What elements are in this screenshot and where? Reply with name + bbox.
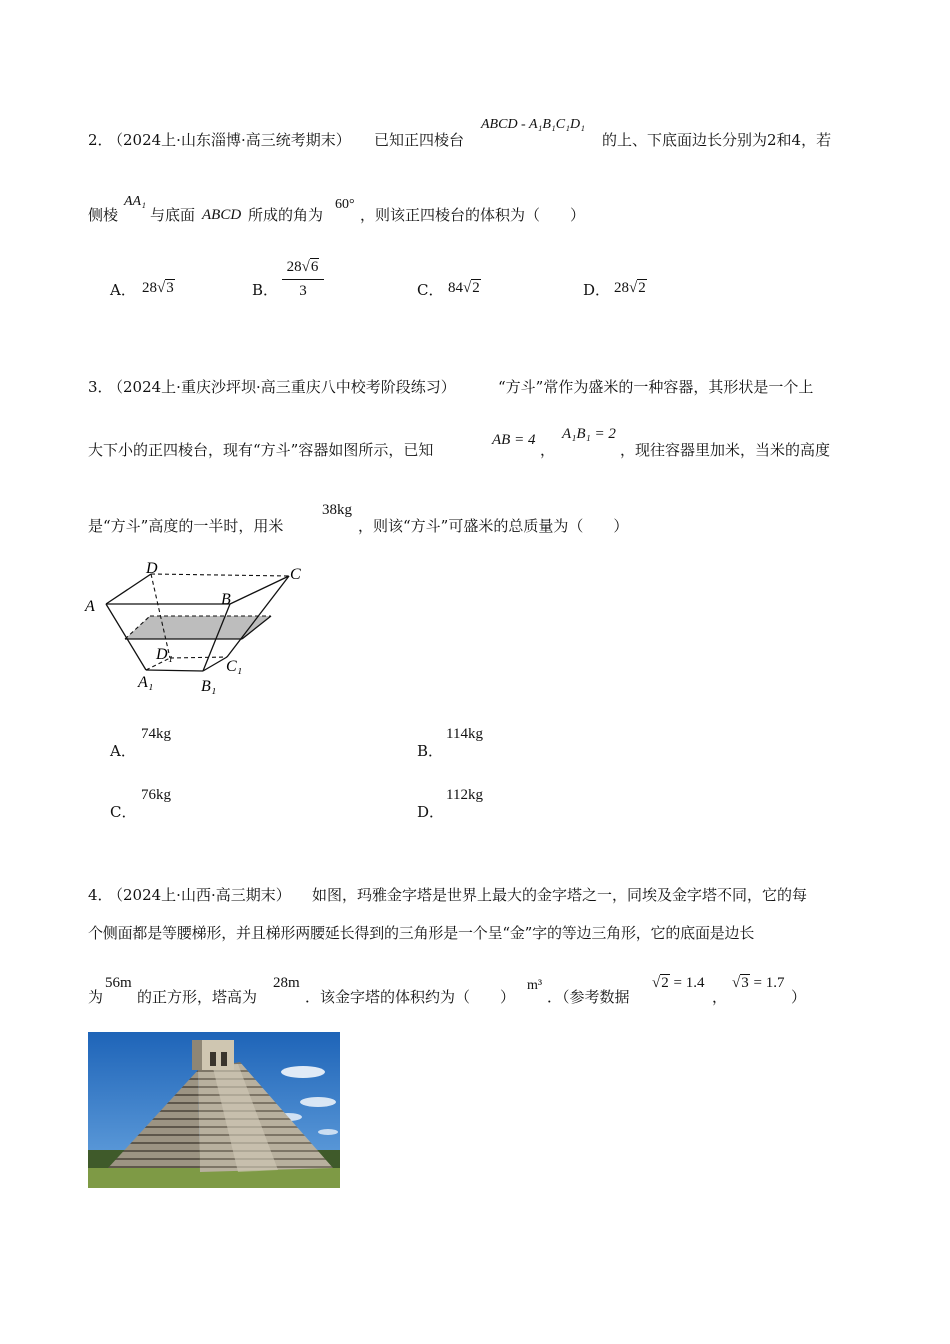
option-value: 114kg [446,726,483,742]
label-a: A [85,598,95,615]
label-b1: B₁ [201,678,217,695]
q3-comma: ， [540,441,556,459]
q3-mass: 38kg [322,502,352,518]
label-c: C [290,566,301,583]
label-b: B [221,591,231,608]
option-value: 28√3 [142,280,174,296]
q4-text1: 如图，玛雅金字塔是世界上最大的金字塔之一，同埃及金字塔不同，它的每 [312,886,808,904]
frustum-figure [80,555,320,700]
q2-text5: 所成的角为 [248,206,324,224]
q4-text3d: ．（参考数据 [547,988,630,1006]
q4-ref2: √3 = 1.7 [732,975,785,991]
q3-number: 3． [88,378,113,396]
q4-text2: 个侧面都是等腰梯形，并且梯形两腰延长得到的三角形是一个呈“金”字的等边三角形，它的底面是边长 [88,924,755,942]
q4-height: 28m [273,975,300,991]
q4-close: ） [791,988,807,1006]
q4-source: （2024上·山西·高三期末） [108,886,291,904]
q4-unit: m³ [527,978,543,993]
option-label: D． [583,281,611,299]
q4-number: 4． [88,886,113,904]
label-d: D [146,560,158,577]
q2-number: 2． [88,131,113,149]
q3-source: （2024上·重庆沙坪坝·高三重庆八中校考阶段练习） [108,378,456,396]
q2-text3: 侧棱 [88,206,119,224]
q3-text5: ，则该“方斗”可盛米的总质量为（ ） [358,517,629,535]
option-value: 84√2 [448,280,480,296]
label-c1: C₁ [226,658,243,675]
q2-edge: AA₁ [124,194,146,209]
option-value-fraction: 28√6 3 [282,259,324,300]
q3-text2: 大下小的正四棱台，现有“方斗”容器如图所示，已知 [88,441,434,459]
q2-source: （2024上·山东淄博·高三统考期末） [108,131,351,149]
label-a1: A₁ [138,674,154,691]
option-label: C． [110,803,137,821]
option-value: 76kg [141,787,171,803]
label-d1: D₁ [156,646,174,663]
q3-text4: 是“方斗”高度的一半时，用米 [88,517,284,535]
option-value: 112kg [446,787,483,803]
q3-eq1: AB = 4 [492,432,536,448]
q2-text4: 与底面 [150,206,196,224]
q2-text2: 的上、下底面边长分别为2和4，若 [602,131,832,149]
q4-ref1: √2 = 1.4 [652,975,705,991]
q2-text6: ，则该正四棱台的体积为（ ） [360,206,586,224]
q3-eq2: A₁B₁ = 2 [562,426,616,442]
q3-text3: ，现往容器里加米，当米的高度 [620,441,831,459]
option-value: 74kg [141,726,171,742]
q4-ref-comma: ， [712,988,728,1006]
q4-text3b: 的正方形，塔高为 [137,988,258,1006]
option-label: C． [417,281,444,299]
option-label: A． [110,742,136,760]
q2-frustum: ABCD - A₁B₁C₁D₁ [481,117,585,132]
q2-angle: 60° [335,197,355,212]
option-value: 28√2 [614,280,646,296]
pyramid-photo [88,1032,340,1188]
q4-side: 56m [105,975,132,991]
option-label: D． [417,803,445,821]
option-label: B． [417,742,444,760]
option-label: B． [252,281,279,299]
q4-text3c: ．该金字塔的体积约为（ ） [305,988,516,1006]
q2-text1: 已知正四棱台 [374,131,465,149]
q3-text1: “方斗”常作为盛米的一种容器，其形状是一个上 [498,378,814,396]
option-label: A． [110,281,136,299]
q4-text3a: 为 [88,988,104,1006]
q2-base: ABCD [202,207,242,223]
